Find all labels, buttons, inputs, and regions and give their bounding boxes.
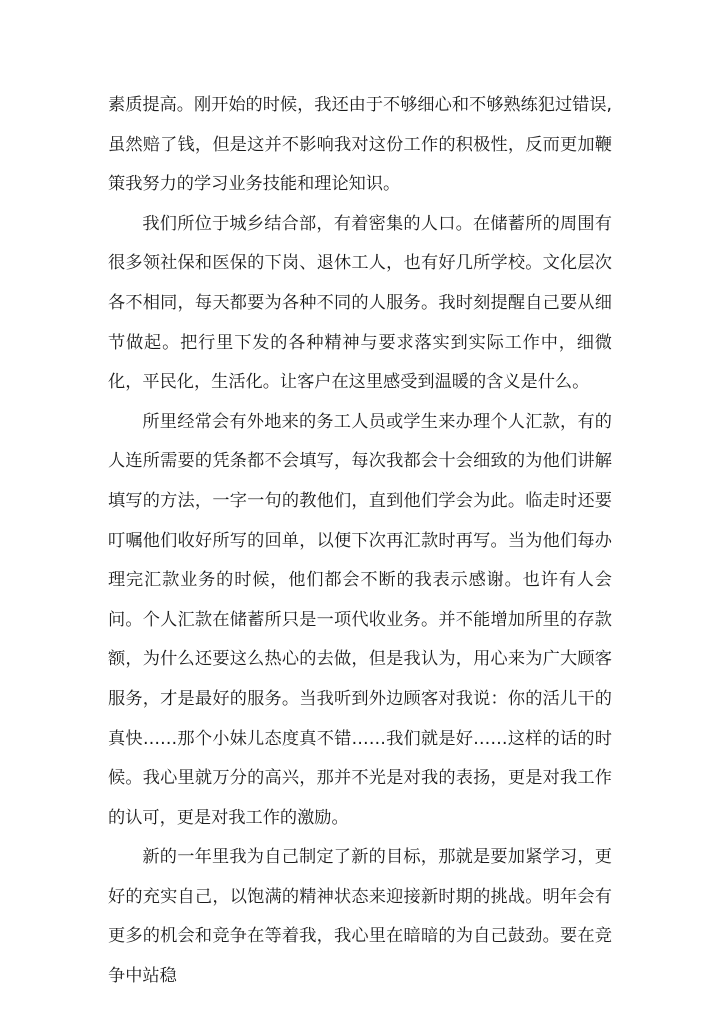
paragraph-4: 新的一年里我为自己制定了新的目标，那就是要加紧学习，更好的充实自己，以饱满的精神状态来迎接新时期的挑战。明年会有更多的机会和竞争在等着我，我心里在暗暗的为自己鼓劲。要在竞争中站稳 bbox=[108, 847, 612, 987]
document-body bbox=[108, 86, 612, 997]
paragraph-2: 我们所位于城乡结合部，有着密集的人口。在储蓄所的周围有很多领社保和医保的下岗、退休工人，也有好几所学校。文化层次各不相同，每天都要为各种不同的人服务。我时刻提醒自己要从细节做起。把行里下发的各种精神与要求落实到实际工作中，细微化，平民化，生活化。让客户在这里感受到温暖的含义是什么。 bbox=[108, 213, 612, 393]
paragraph-3: 所里经常会有外地来的务工人员或学生来办理个人汇款，有的人连所需要的凭条都不会填写，每次我都会十会细致的为他们讲解填写的方法，一字一句的教他们，直到他们学会为此。临走时还要叮嘱他们收好所写的回单，以便下次再汇款时再写。当为他们每办理完汇款业务的时候，他们都会不断的我表示感谢。也许有人会问。个人汇款在储蓄所只是一项代收业务。并不能增加所里的存款额，为什么还要这么热心的去做，但是我认为，用心来为广大顾客服务，才是最好的服务。当我听到外边顾客对我说：你的活儿干的真快……那个小妹儿态度真不错……我们就是好……这样的话的时候。我心里就万分的高兴，那并不光是对我的表扬，更是对我工作的认可，更是对我工作的激励。 bbox=[108, 411, 612, 828]
paragraph-1: 素质提高。刚开始的时候，我还由于不够细心和不够熟练犯过错误,虽然赔了钱，但是这并不影响我对这份工作的积极性，反而更加鞭策我努力的学习业务技能和理论知识。 bbox=[108, 95, 612, 195]
